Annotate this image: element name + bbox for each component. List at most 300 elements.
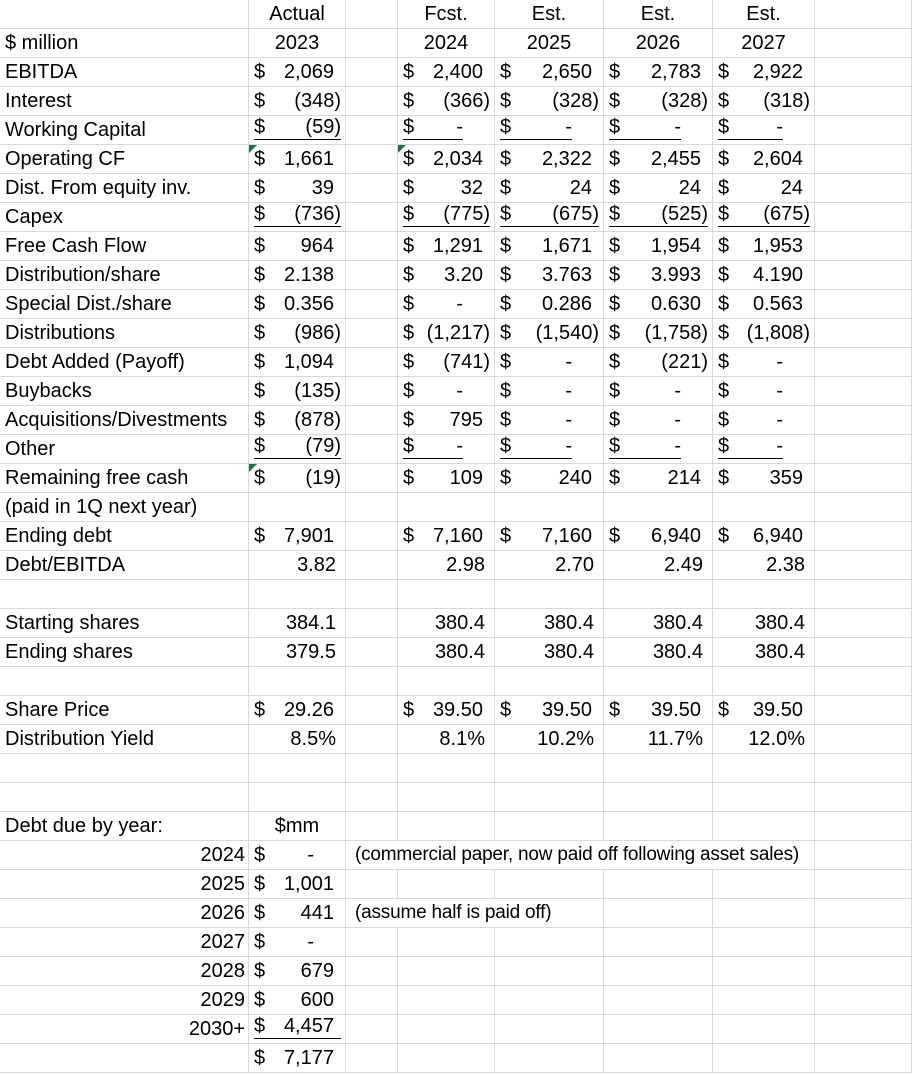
cell-empty[interactable] — [0, 754, 249, 783]
ebitda-2026[interactable] — [604, 58, 713, 87]
cell-empty[interactable] — [815, 522, 912, 551]
label-ending-debt[interactable]: Ending debt — [0, 522, 249, 551]
cell-empty[interactable] — [815, 145, 912, 174]
buybacks-2027[interactable] — [713, 377, 815, 406]
cell-empty[interactable] — [398, 986, 495, 1015]
working-capital-2027[interactable] — [713, 116, 815, 145]
value: - — [674, 435, 681, 457]
currency-symbol: $ — [718, 524, 730, 547]
share-price-2026[interactable] — [604, 696, 713, 725]
debt-note-2024[interactable]: (commercial paper, now paid off following asset sales) — [346, 841, 815, 870]
cell-empty[interactable] — [346, 870, 398, 899]
cell-empty[interactable] — [0, 783, 249, 812]
currency-symbol: $ — [609, 466, 621, 489]
other-2026[interactable] — [604, 435, 713, 464]
capex-2026[interactable] — [604, 203, 713, 232]
ending-shares-2023[interactable]: 379.5 — [249, 638, 346, 667]
cell-empty[interactable] — [815, 232, 912, 261]
buybacks-2023[interactable] — [249, 377, 346, 406]
debt-amount-2028[interactable] — [249, 957, 346, 986]
header-fcst[interactable]: Fcst. — [398, 0, 495, 29]
working-capital-2025[interactable] — [495, 116, 604, 145]
cell-empty[interactable] — [346, 609, 398, 638]
cell-empty[interactable] — [249, 667, 346, 696]
cell-empty[interactable] — [495, 812, 604, 841]
cell-empty[interactable] — [0, 580, 249, 609]
cell-empty[interactable] — [713, 928, 815, 957]
free-cash-flow-2025[interactable] — [495, 232, 604, 261]
currency-symbol: $ — [254, 1046, 266, 1069]
label-interest[interactable]: Interest — [0, 87, 249, 116]
debt-amount-2030-plus[interactable] — [249, 1015, 346, 1044]
cell-empty[interactable] — [815, 580, 912, 609]
cell-empty[interactable] — [398, 870, 495, 899]
cell-empty[interactable] — [713, 870, 815, 899]
cell-empty[interactable] — [495, 957, 604, 986]
cell-empty[interactable] — [398, 754, 495, 783]
cell-empty[interactable] — [398, 812, 495, 841]
cell-empty[interactable] — [604, 957, 713, 986]
cell-empty[interactable] — [815, 58, 912, 87]
distributions-2027[interactable] — [713, 319, 815, 348]
label-acquisitions[interactable]: Acquisitions/Divestments — [0, 406, 249, 435]
debt-year-2027[interactable]: 2027 — [0, 928, 249, 957]
ending-shares-2025[interactable]: 380.4 — [495, 638, 604, 667]
working-capital-2024[interactable] — [398, 116, 495, 145]
ebitda-2023[interactable] — [249, 58, 346, 87]
cell-empty[interactable] — [346, 435, 398, 464]
cell-empty[interactable] — [815, 435, 912, 464]
dist-per-share-2023[interactable] — [249, 261, 346, 290]
debt-amount-2025[interactable] — [249, 870, 346, 899]
cell-empty[interactable] — [346, 377, 398, 406]
cell-empty[interactable] — [815, 899, 912, 928]
cell-empty[interactable] — [815, 957, 912, 986]
debt-year-2030-plus[interactable]: 2030+ — [0, 1015, 249, 1044]
cell-empty[interactable] — [346, 1015, 398, 1044]
cell-empty[interactable] — [713, 1015, 815, 1044]
debt-amount-2027[interactable] — [249, 928, 346, 957]
cell-empty[interactable] — [815, 174, 912, 203]
debt-schedule-title[interactable]: Debt due by year: — [0, 812, 249, 841]
free-cash-flow-2026[interactable] — [604, 232, 713, 261]
cell-empty[interactable] — [604, 667, 713, 696]
other-2024[interactable] — [398, 435, 495, 464]
cell-empty[interactable] — [346, 696, 398, 725]
label-starting-shares[interactable]: Starting shares — [0, 609, 249, 638]
debt-year-2025[interactable]: 2025 — [0, 870, 249, 899]
acquisitions-2026[interactable] — [604, 406, 713, 435]
cell-empty[interactable] — [604, 493, 713, 522]
share-price-2024[interactable] — [398, 696, 495, 725]
operating-cf-2025[interactable] — [495, 145, 604, 174]
dist-from-equity-2025[interactable] — [495, 174, 604, 203]
interest-2026[interactable] — [604, 87, 713, 116]
cell-empty[interactable] — [604, 580, 713, 609]
cell-empty[interactable] — [249, 783, 346, 812]
cell-empty[interactable] — [815, 928, 912, 957]
label-debt-added[interactable]: Debt Added (Payoff) — [0, 348, 249, 377]
distribution-yield-2024[interactable]: 8.1% — [398, 725, 495, 754]
label-dist-from-equity[interactable]: Dist. From equity inv. — [0, 174, 249, 203]
cell-empty[interactable] — [713, 580, 815, 609]
cell-empty[interactable] — [346, 290, 398, 319]
label-ebitda[interactable]: EBITDA — [0, 58, 249, 87]
free-cash-flow-2024[interactable] — [398, 232, 495, 261]
cell-empty[interactable] — [815, 812, 912, 841]
cell-empty[interactable] — [815, 841, 912, 870]
starting-shares-2027[interactable]: 380.4 — [713, 609, 815, 638]
label-share-price[interactable]: Share Price — [0, 696, 249, 725]
header-est-2026[interactable]: Est. — [604, 0, 713, 29]
cell-empty[interactable] — [346, 493, 398, 522]
year-2023[interactable]: 2023 — [249, 29, 346, 58]
label-distribution-yield[interactable]: Distribution Yield — [0, 725, 249, 754]
header-est-2027[interactable]: Est. — [713, 0, 815, 29]
special-dist-2023[interactable] — [249, 290, 346, 319]
capex-2024[interactable] — [398, 203, 495, 232]
dist-from-equity-2027[interactable] — [713, 174, 815, 203]
currency-symbol: $ — [718, 350, 730, 373]
operating-cf-2024[interactable] — [398, 145, 495, 174]
cell-empty[interactable] — [346, 261, 398, 290]
debt-year-2028[interactable]: 2028 — [0, 957, 249, 986]
debt-added-2027[interactable] — [713, 348, 815, 377]
cell-empty[interactable] — [346, 0, 398, 29]
cell-empty[interactable] — [815, 870, 912, 899]
ending-shares-2027[interactable]: 380.4 — [713, 638, 815, 667]
distributions-2024[interactable] — [398, 319, 495, 348]
cell-empty[interactable] — [346, 551, 398, 580]
free-cash-flow-2023[interactable] — [249, 232, 346, 261]
distributions-2025[interactable] — [495, 319, 604, 348]
remaining-free-cash-2027[interactable] — [713, 464, 815, 493]
cell-empty[interactable] — [346, 522, 398, 551]
operating-cf-2027[interactable] — [713, 145, 815, 174]
remaining-free-cash-2024[interactable] — [398, 464, 495, 493]
starting-shares-2023[interactable]: 384.1 — [249, 609, 346, 638]
ending-shares-2026[interactable]: 380.4 — [604, 638, 713, 667]
cell-empty[interactable] — [346, 928, 398, 957]
dist-per-share-2024[interactable] — [398, 261, 495, 290]
working-capital-2026[interactable] — [604, 116, 713, 145]
dist-per-share-2026[interactable] — [604, 261, 713, 290]
header-actual[interactable]: Actual — [249, 0, 346, 29]
starting-shares-2024[interactable]: 380.4 — [398, 609, 495, 638]
cell-empty[interactable] — [398, 667, 495, 696]
cell-empty[interactable] — [346, 319, 398, 348]
debt-schedule-unit[interactable]: $mm — [249, 812, 346, 841]
dist-from-equity-2026[interactable] — [604, 174, 713, 203]
cell-empty[interactable] — [713, 493, 815, 522]
label-capex[interactable]: Capex — [0, 203, 249, 232]
working-capital-2023[interactable] — [249, 116, 346, 145]
cell-empty[interactable] — [495, 870, 604, 899]
cell-empty[interactable] — [815, 1044, 912, 1073]
cell-empty[interactable] — [346, 754, 398, 783]
remaining-free-cash-2026[interactable] — [604, 464, 713, 493]
label-debt-to-ebitda[interactable]: Debt/EBITDA — [0, 551, 249, 580]
cell-empty[interactable] — [398, 1015, 495, 1044]
cell-empty[interactable] — [346, 464, 398, 493]
label-free-cash-flow[interactable]: Free Cash Flow — [0, 232, 249, 261]
label-operating-cf[interactable]: Operating CF — [0, 145, 249, 174]
share-price-2023[interactable] — [249, 696, 346, 725]
cell-empty[interactable] — [713, 1044, 815, 1073]
debt-total[interactable] — [249, 1044, 346, 1073]
cell-empty[interactable] — [346, 580, 398, 609]
buybacks-2025[interactable] — [495, 377, 604, 406]
cell-empty[interactable] — [713, 957, 815, 986]
distribution-yield-2026[interactable]: 11.7% — [604, 725, 713, 754]
debt-to-ebitda-2027[interactable]: 2.38 — [713, 551, 815, 580]
cell-empty[interactable] — [249, 580, 346, 609]
cell-empty[interactable] — [815, 87, 912, 116]
cell-empty[interactable] — [815, 319, 912, 348]
year-2025[interactable]: 2025 — [495, 29, 604, 58]
cell-empty[interactable] — [815, 290, 912, 319]
operating-cf-2023[interactable] — [249, 145, 346, 174]
label-ending-shares[interactable]: Ending shares — [0, 638, 249, 667]
ending-shares-2024[interactable]: 380.4 — [398, 638, 495, 667]
special-dist-2024[interactable] — [398, 290, 495, 319]
buybacks-2026[interactable] — [604, 377, 713, 406]
acquisitions-2024[interactable] — [398, 406, 495, 435]
cell-empty[interactable] — [815, 696, 912, 725]
cell-empty[interactable] — [604, 899, 713, 928]
cell-empty[interactable] — [495, 754, 604, 783]
cell-empty[interactable] — [398, 928, 495, 957]
cell-empty[interactable] — [815, 754, 912, 783]
share-price-2027[interactable] — [713, 696, 815, 725]
year-2027[interactable]: 2027 — [713, 29, 815, 58]
label-working-capital[interactable]: Working Capital — [0, 116, 249, 145]
share-price-2025[interactable] — [495, 696, 604, 725]
cell-empty[interactable] — [815, 261, 912, 290]
cell-empty[interactable] — [398, 957, 495, 986]
cell-empty[interactable] — [713, 812, 815, 841]
ending-debt-2025[interactable] — [495, 522, 604, 551]
starting-shares-2025[interactable]: 380.4 — [495, 609, 604, 638]
cell-empty[interactable] — [815, 377, 912, 406]
label-special-dist[interactable]: Special Dist./share — [0, 290, 249, 319]
other-2023[interactable] — [249, 435, 346, 464]
cell-empty[interactable] — [604, 754, 713, 783]
cell-empty[interactable] — [398, 580, 495, 609]
debt-year-2029[interactable]: 2029 — [0, 986, 249, 1015]
debt-amount-2026[interactable] — [249, 899, 346, 928]
capex-2023[interactable] — [249, 203, 346, 232]
cell-empty[interactable] — [604, 812, 713, 841]
dist-from-equity-2023[interactable] — [249, 174, 346, 203]
label-distributions[interactable]: Distributions — [0, 319, 249, 348]
cell-empty[interactable] — [346, 87, 398, 116]
cell-empty[interactable] — [815, 493, 912, 522]
debt-year-2024[interactable]: 2024 — [0, 841, 249, 870]
cell-empty[interactable] — [815, 986, 912, 1015]
label-buybacks[interactable]: Buybacks — [0, 377, 249, 406]
debt-amount-2029[interactable] — [249, 986, 346, 1015]
cell-empty[interactable] — [713, 754, 815, 783]
operating-cf-2026[interactable] — [604, 145, 713, 174]
ending-debt-2023[interactable] — [249, 522, 346, 551]
special-dist-2027[interactable] — [713, 290, 815, 319]
acquisitions-2027[interactable] — [713, 406, 815, 435]
interest-2027[interactable] — [713, 87, 815, 116]
interest-2024[interactable] — [398, 87, 495, 116]
capex-2027[interactable] — [713, 203, 815, 232]
year-2024[interactable]: 2024 — [398, 29, 495, 58]
cell-empty[interactable] — [495, 580, 604, 609]
interest-2025[interactable] — [495, 87, 604, 116]
remaining-free-cash-2023[interactable] — [249, 464, 346, 493]
cell-empty[interactable] — [346, 1044, 398, 1073]
cell-empty[interactable] — [0, 667, 249, 696]
cell-empty[interactable] — [495, 783, 604, 812]
cell-empty[interactable] — [604, 1044, 713, 1073]
cell-empty[interactable] — [0, 1044, 249, 1073]
cell-empty[interactable] — [815, 725, 912, 754]
ebitda-2027[interactable] — [713, 58, 815, 87]
starting-shares-2026[interactable]: 380.4 — [604, 609, 713, 638]
value: 1,671 — [541, 234, 592, 257]
value: (675) — [763, 203, 810, 225]
cell-empty[interactable] — [815, 783, 912, 812]
debt-note-2026[interactable]: (assume half is paid off) — [346, 899, 604, 928]
cell-empty[interactable] — [249, 754, 346, 783]
cell-empty[interactable] — [398, 783, 495, 812]
cell-empty[interactable] — [346, 406, 398, 435]
cell-empty[interactable] — [815, 551, 912, 580]
cell-empty[interactable] — [495, 667, 604, 696]
capex-2025[interactable] — [495, 203, 604, 232]
unit-label[interactable]: $ million — [0, 29, 249, 58]
debt-added-2025[interactable] — [495, 348, 604, 377]
cell-empty[interactable] — [346, 957, 398, 986]
label-dist-per-share[interactable]: Distribution/share — [0, 261, 249, 290]
cell-empty[interactable] — [713, 667, 815, 696]
cell-empty[interactable] — [346, 116, 398, 145]
currency-symbol: $ — [609, 203, 621, 225]
cell-empty[interactable] — [815, 0, 912, 29]
cell-empty[interactable] — [346, 348, 398, 377]
cell-empty[interactable] — [346, 203, 398, 232]
cell-empty[interactable] — [815, 464, 912, 493]
cell-empty[interactable] — [346, 986, 398, 1015]
debt-added-2024[interactable] — [398, 348, 495, 377]
cell-empty[interactable] — [815, 609, 912, 638]
cell-empty[interactable] — [346, 145, 398, 174]
cell-empty[interactable] — [346, 174, 398, 203]
cell-empty[interactable] — [604, 986, 713, 1015]
cell-empty[interactable] — [346, 58, 398, 87]
cell-empty[interactable] — [604, 928, 713, 957]
cell-empty[interactable] — [495, 928, 604, 957]
cell-empty[interactable] — [815, 348, 912, 377]
acquisitions-2025[interactable] — [495, 406, 604, 435]
ebitda-2024[interactable] — [398, 58, 495, 87]
ending-debt-2026[interactable] — [604, 522, 713, 551]
debt-year-2026[interactable]: 2026 — [0, 899, 249, 928]
year-2026[interactable]: 2026 — [604, 29, 713, 58]
cell-empty[interactable] — [604, 783, 713, 812]
cell-empty[interactable] — [495, 493, 604, 522]
special-dist-2026[interactable] — [604, 290, 713, 319]
dist-per-share-2027[interactable] — [713, 261, 815, 290]
debt-to-ebitda-2024[interactable]: 2.98 — [398, 551, 495, 580]
cell-empty[interactable] — [604, 1015, 713, 1044]
debt-amount-2024[interactable] — [249, 841, 346, 870]
debt-added-2023[interactable] — [249, 348, 346, 377]
value: (366) — [443, 89, 490, 112]
cell-empty[interactable] — [398, 1044, 495, 1073]
special-dist-2025[interactable] — [495, 290, 604, 319]
cell-empty[interactable] — [815, 638, 912, 667]
cell-empty[interactable] — [495, 1015, 604, 1044]
debt-to-ebitda-2023[interactable]: 3.82 — [249, 551, 346, 580]
remaining-free-cash-2025[interactable] — [495, 464, 604, 493]
cell-empty[interactable] — [346, 783, 398, 812]
cell-empty[interactable] — [495, 986, 604, 1015]
acquisitions-2023[interactable] — [249, 406, 346, 435]
debt-added-2026[interactable] — [604, 348, 713, 377]
dist-per-share-2025[interactable] — [495, 261, 604, 290]
cell-empty[interactable] — [604, 870, 713, 899]
cell-empty[interactable] — [815, 29, 912, 58]
other-2025[interactable] — [495, 435, 604, 464]
cell-empty[interactable] — [713, 986, 815, 1015]
value: (525) — [661, 203, 708, 225]
cell-empty[interactable] — [815, 406, 912, 435]
cell-empty[interactable] — [815, 1015, 912, 1044]
debt-to-ebitda-2025[interactable]: 2.70 — [495, 551, 604, 580]
cell-empty[interactable] — [398, 493, 495, 522]
cell-empty[interactable] — [815, 203, 912, 232]
cell-empty[interactable] — [346, 29, 398, 58]
distribution-yield-2023[interactable]: 8.5% — [249, 725, 346, 754]
other-2027[interactable] — [713, 435, 815, 464]
free-cash-flow-2027[interactable] — [713, 232, 815, 261]
cell-empty[interactable] — [713, 783, 815, 812]
debt-to-ebitda-2026[interactable]: 2.49 — [604, 551, 713, 580]
ending-debt-2024[interactable] — [398, 522, 495, 551]
dist-from-equity-2024[interactable] — [398, 174, 495, 203]
cell-empty[interactable] — [815, 667, 912, 696]
interest-2023[interactable] — [249, 87, 346, 116]
label-remaining-free-cash[interactable]: Remaining free cash — [0, 464, 249, 493]
cell-empty[interactable] — [346, 667, 398, 696]
cell-empty[interactable] — [346, 638, 398, 667]
cell-empty[interactable] — [346, 232, 398, 261]
cell-empty[interactable] — [346, 725, 398, 754]
header-est-2025[interactable]: Est. — [495, 0, 604, 29]
label-remaining-note[interactable]: (paid in 1Q next year) — [0, 493, 249, 522]
cell-empty[interactable] — [495, 1044, 604, 1073]
distributions-2023[interactable] — [249, 319, 346, 348]
cell-empty[interactable] — [346, 812, 398, 841]
ending-debt-2027[interactable] — [713, 522, 815, 551]
distribution-yield-2025[interactable]: 10.2% — [495, 725, 604, 754]
ebitda-2025[interactable] — [495, 58, 604, 87]
distributions-2026[interactable] — [604, 319, 713, 348]
distribution-yield-2027[interactable]: 12.0% — [713, 725, 815, 754]
cell-empty[interactable] — [249, 493, 346, 522]
cell-empty[interactable] — [815, 116, 912, 145]
buybacks-2024[interactable] — [398, 377, 495, 406]
label-other[interactable]: Other — [0, 435, 249, 464]
cell-empty[interactable] — [713, 899, 815, 928]
cell-empty[interactable] — [0, 0, 249, 29]
